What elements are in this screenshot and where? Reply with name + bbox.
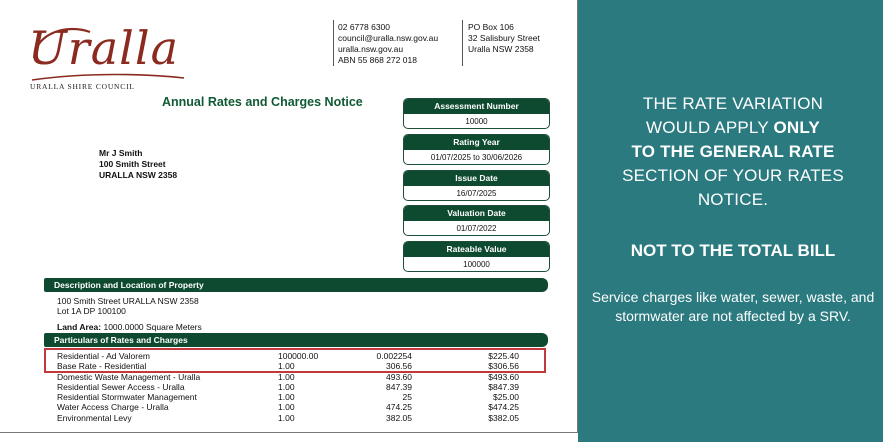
valuation-date-box [403,205,550,236]
info-value: 01/07/2022 [456,224,497,233]
total-bill-subhead: NOT TO THE TOTAL BILL [630,241,836,260]
info-label: Valuation Date [404,206,549,221]
info-value: 10000 [465,117,488,126]
recipient-street: 100 Smith Street [99,159,166,169]
land-area-value: 1000.0000 Square Meters [103,322,202,332]
logo-script-text: Uralla [28,21,180,75]
phone-number: 02 6778 6300 [338,22,390,32]
website: uralla.nsw.gov.au [338,44,404,54]
recipient-address [99,148,177,181]
charge-amount: $25.00 [493,392,519,403]
table-row [57,392,527,402]
abn: ABN 55 868 272 018 [338,55,417,65]
charge-description: Residential Stormwater Management [57,392,197,403]
charge-quantity: 1.00 [278,402,295,413]
headline-emphasis: ONLY [773,118,820,137]
charge-rate: 25 [402,392,412,403]
property-address: 100 Smith Street URALLA NSW 2358 [57,296,199,306]
headline-line: NOTICE. [697,190,769,209]
logo-council-name: URALLA SHIRE COUNCIL [30,82,135,91]
headline-emphasis-line: TO THE GENERAL RATE [631,142,835,161]
charge-description: Domestic Waste Management - Uralla [57,371,201,382]
charge-quantity: 1.00 [278,392,295,403]
contact-divider-right [462,20,463,66]
charge-amount: $493.60 [488,371,519,382]
postal-address [468,22,540,55]
table-row [57,382,527,392]
charge-description: Environmental Levy [57,412,132,423]
charge-description: Base Rate - Residential [57,361,147,372]
table-row [57,402,527,412]
charge-amount: $474.25 [488,402,519,413]
charge-amount: $225.40 [488,351,519,361]
headline-line: SECTION OF YOUR RATES [622,166,844,185]
contact-details [338,22,438,66]
headline-line [588,116,878,140]
charge-quantity: 100000.00 [278,351,319,361]
contact-divider-left [333,20,334,66]
land-area [57,322,202,332]
email-address: council@uralla.nsw.gov.au [338,33,439,43]
charge-quantity: 1.00 [278,381,295,392]
charge-quantity: 1.00 [278,412,295,423]
charge-quantity: 1.00 [278,371,295,382]
charge-quantity: 1.00 [278,361,295,372]
charge-description: Water Access Charge - Uralla [57,402,169,413]
rateable-value-box [403,241,550,272]
info-value: 100000 [463,260,490,269]
charge-rate: 847.39 [386,381,412,392]
rate-variation-headline [588,92,878,212]
issue-date-box [403,170,550,201]
info-value: 16/07/2025 [456,189,497,198]
explanation-panel [578,0,883,442]
notice-title: Annual Rates and Charges Notice [162,95,363,109]
charge-rate: 493.60 [386,371,412,382]
property-lot: Lot 1A DP 100100 [57,306,126,316]
table-row [57,413,527,423]
info-label: Assessment Number [404,99,549,114]
headline-text: WOULD APPLY [646,118,774,137]
assessment-number-box [403,98,550,129]
service-charges-note: Service charges like water, sewer, waste, and stormwater are not affected by a SRV. [591,289,875,324]
charge-description: Residential - Ad Valorem [57,351,150,361]
info-label: Rateable Value [404,242,549,257]
charge-amount: $382.05 [488,412,519,423]
info-value: 01/07/2025 to 30/06/2026 [430,153,523,162]
callout-pointer [578,0,883,442]
charge-rate: 306.56 [386,361,412,372]
charge-rate: 382.05 [386,412,412,423]
town-address: Uralla NSW 2358 [468,44,534,54]
land-area-label: Land Area: [57,322,102,332]
charges-section-heading: Particulars of Rates and Charges [44,333,548,347]
charge-amount: $847.39 [488,381,519,392]
info-label: Issue Date [404,171,549,186]
council-logo [28,18,188,94]
street-address: 32 Salisbury Street [468,33,540,43]
table-row [57,372,527,382]
charge-rate: 0.002254 [376,351,412,361]
headline-line: THE RATE VARIATION [642,94,824,113]
rating-year-box [403,134,550,165]
general-rate-highlight [44,348,546,373]
po-box: PO Box 106 [468,22,514,32]
recipient-town: URALLA NSW 2358 [99,170,178,180]
property-section-heading: Description and Location of Property [44,278,548,292]
info-label: Rating Year [404,135,549,150]
charge-description: Residential Sewer Access - Uralla [57,381,185,392]
recipient-name: Mr J Smith [99,148,143,158]
charge-rate: 474.25 [386,402,412,413]
charge-amount: $306.56 [488,361,519,372]
